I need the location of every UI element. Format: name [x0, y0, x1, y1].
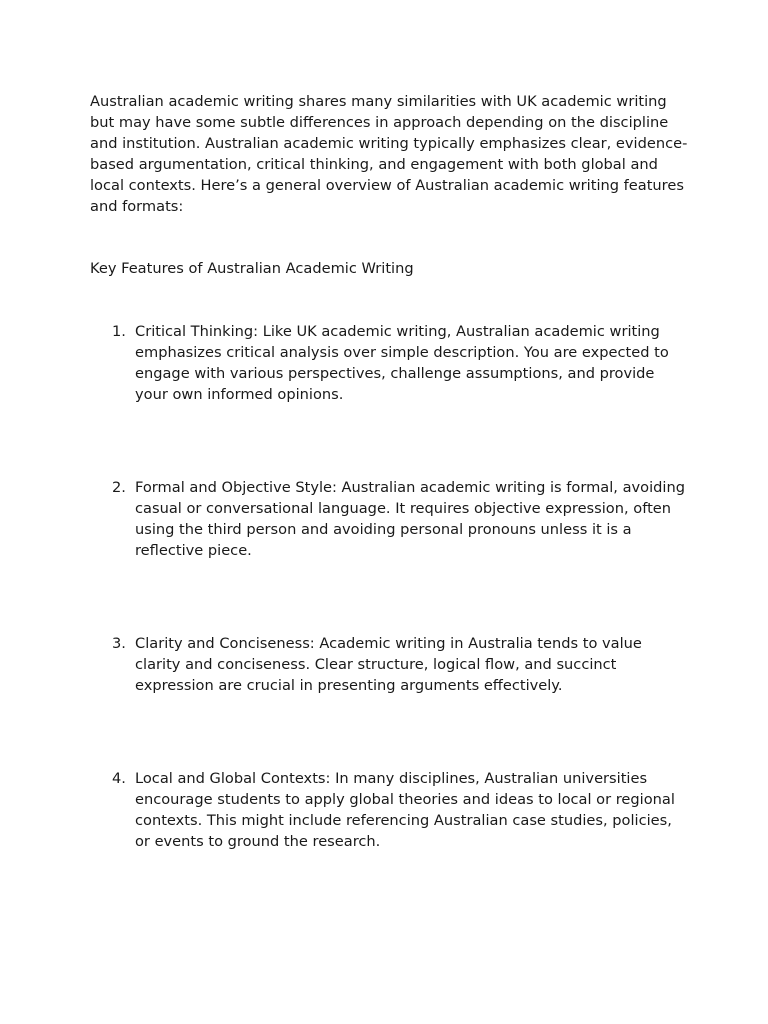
section-heading: Key Features of Australian Academic Writing — [90, 260, 414, 277]
list-item — [90, 477, 690, 561]
document-page — [90, 91, 690, 852]
list-item — [90, 321, 690, 405]
intro-paragraph: Australian academic writing shares many similarities with UK academic writing but may have some subtle differences in approach depending on the discipline and institution. Australian academic writing typically emphasizes clear, evidence-based argumentation, critical thinking, and engagement with both global and local contexts. Here’s a general overview of Australian academic writing features and formats: — [90, 93, 688, 215]
list-item-number: 2. — [112, 479, 126, 496]
list-item-number: 1. — [112, 323, 126, 340]
features-list — [90, 321, 690, 852]
list-item — [90, 633, 690, 696]
list-item-number: 3. — [112, 635, 126, 652]
list-item-text: Local and Global Contexts: In many disciplines, Australian universities encourage students to apply global theories and ideas to local or regional contexts. This might include referencing Australian case studies, policies, or events to ground the research. — [135, 770, 675, 850]
list-item — [90, 768, 690, 852]
list-item-text: Formal and Objective Style: Australian academic writing is formal, avoiding casual or conversational language. It requires objective expression, often using the third person and avoiding personal pronouns unless it is a reflective piece. — [135, 479, 685, 559]
list-item-text: Critical Thinking: Like UK academic writing, Australian academic writing emphasizes critical analysis over simple description. You are expected to engage with various perspectives, challenge assumptions, and provide your own informed opinions. — [135, 323, 669, 403]
list-item-text: Clarity and Conciseness: Academic writing in Australia tends to value clarity and conciseness. Clear structure, logical flow, and succinct expression are crucial in presenting arguments effectively. — [135, 635, 642, 694]
list-item-number: 4. — [112, 770, 126, 787]
